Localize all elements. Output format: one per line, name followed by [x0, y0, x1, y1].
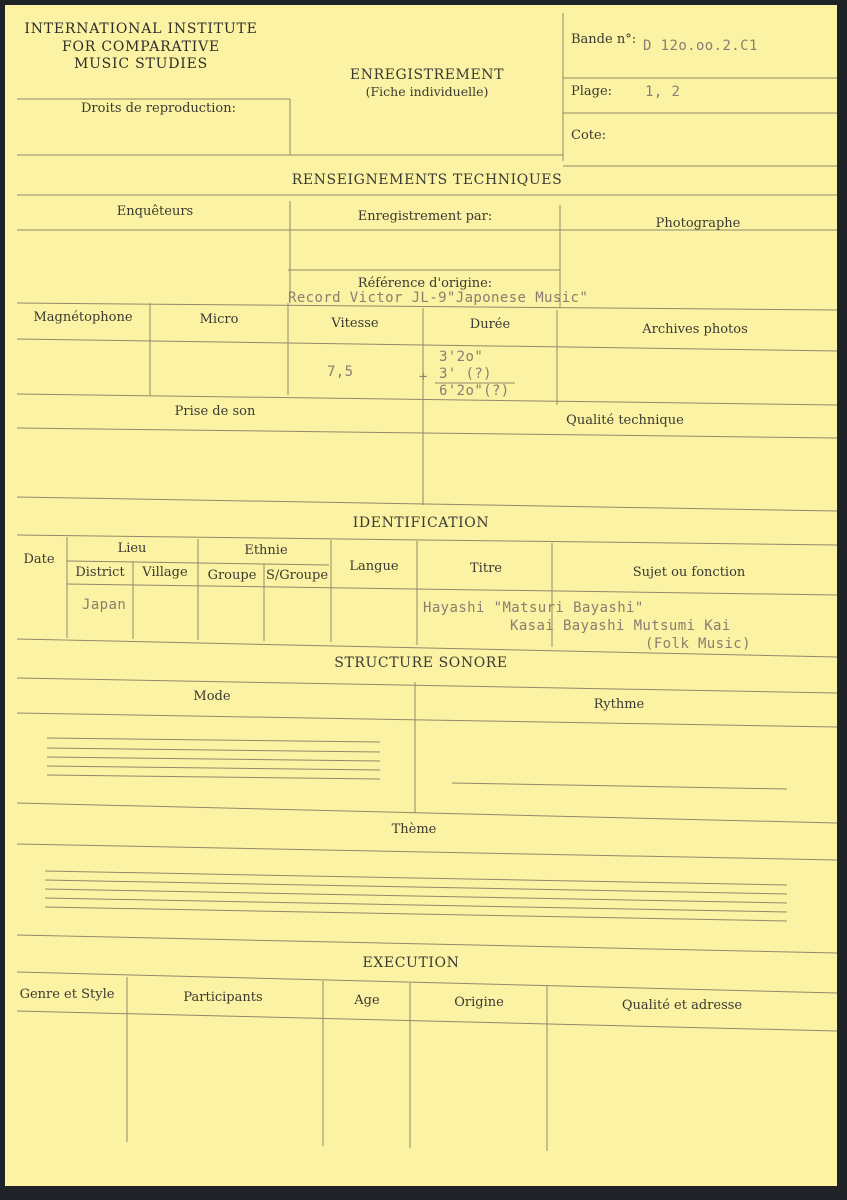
groupe-label: Groupe — [207, 568, 257, 583]
technique-section-title: RENSEIGNEMENTS TECHNIQUES — [291, 172, 563, 188]
form-subtitle: (Fiche individuelle) — [365, 84, 489, 99]
qualite-adresse-label: Qualité et adresse — [621, 998, 743, 1013]
theme-label: Thème — [391, 822, 437, 837]
execution-section-title: EXECUTION — [362, 955, 460, 971]
bande-value: D 12o.oo.2.C1 — [643, 38, 758, 54]
micro-label: Micro — [199, 312, 239, 327]
structure-section-title: STRUCTURE SONORE — [334, 655, 508, 671]
date-label: Date — [23, 552, 55, 567]
titre-line-2: Kasai Bayashi Mutsumi Kai — [510, 618, 731, 634]
enqueteurs-label: Enquêteurs — [116, 204, 194, 219]
duree-value-2: 3' (?) — [439, 366, 492, 382]
institute-line-3: MUSIC STUDIES — [73, 56, 209, 72]
ethnie-label: Ethnie — [244, 543, 288, 558]
duree-value-1: 3'2o" — [439, 349, 484, 365]
titre-line-3: (Folk Music) — [645, 636, 751, 652]
participants-label: Participants — [183, 990, 263, 1005]
titre-label: Titre — [470, 561, 502, 576]
titre-line-1: Hayashi "Matsuri Bayashi" — [423, 600, 644, 616]
archives-photos-label: Archives photos — [642, 322, 748, 337]
institute-line-1: INTERNATIONAL INSTITUTE — [24, 21, 258, 37]
cote-label: Cote: — [571, 128, 607, 143]
duree-value-3: 6'2o"(?) — [439, 383, 510, 399]
plage-label: Plage: — [571, 84, 613, 99]
district-label: District — [75, 565, 125, 580]
rights-label: Droits de reproduction: — [81, 101, 237, 116]
sgroupe-label: S/Groupe — [265, 568, 329, 583]
origine-label: Origine — [454, 995, 504, 1010]
vitesse-label: Vitesse — [331, 316, 379, 331]
rythme-label: Rythme — [593, 697, 645, 712]
duree-label: Durée — [469, 317, 511, 332]
vitesse-value: 7,5 — [327, 364, 354, 380]
reference-label: Référence d'origine: — [357, 276, 493, 291]
district-value: Japan — [82, 597, 127, 613]
enregistrement-par-label: Enregistrement par: — [357, 209, 493, 224]
lieu-label: Lieu — [117, 541, 147, 556]
reference-value: Record Victor JL-9"Japonese Music" — [288, 290, 589, 306]
institute-line-2: FOR COMPARATIVE — [61, 38, 221, 55]
mode-label: Mode — [193, 689, 231, 704]
genre-label: Genre et Style — [19, 987, 115, 1002]
institute-name — [17, 21, 265, 74]
sujet-label: Sujet ou fonction — [632, 565, 746, 580]
qualite-technique-label: Qualité technique — [566, 413, 684, 428]
magnetophone-label: Magnétophone — [33, 310, 133, 325]
village-label: Village — [142, 565, 188, 580]
langue-label: Langue — [349, 559, 399, 574]
plage-value: 1, 2 — [645, 84, 681, 100]
bande-label: Bande n°: — [571, 32, 637, 47]
recording-form-card — [5, 5, 837, 1186]
age-label: Age — [354, 993, 380, 1008]
identification-section-title: IDENTIFICATION — [352, 515, 490, 531]
duree-plus: + — [419, 369, 428, 385]
photographe-label: Photographe — [655, 216, 741, 231]
form-title: ENREGISTREMENT — [349, 67, 505, 83]
prise-de-son-label: Prise de son — [174, 404, 256, 419]
